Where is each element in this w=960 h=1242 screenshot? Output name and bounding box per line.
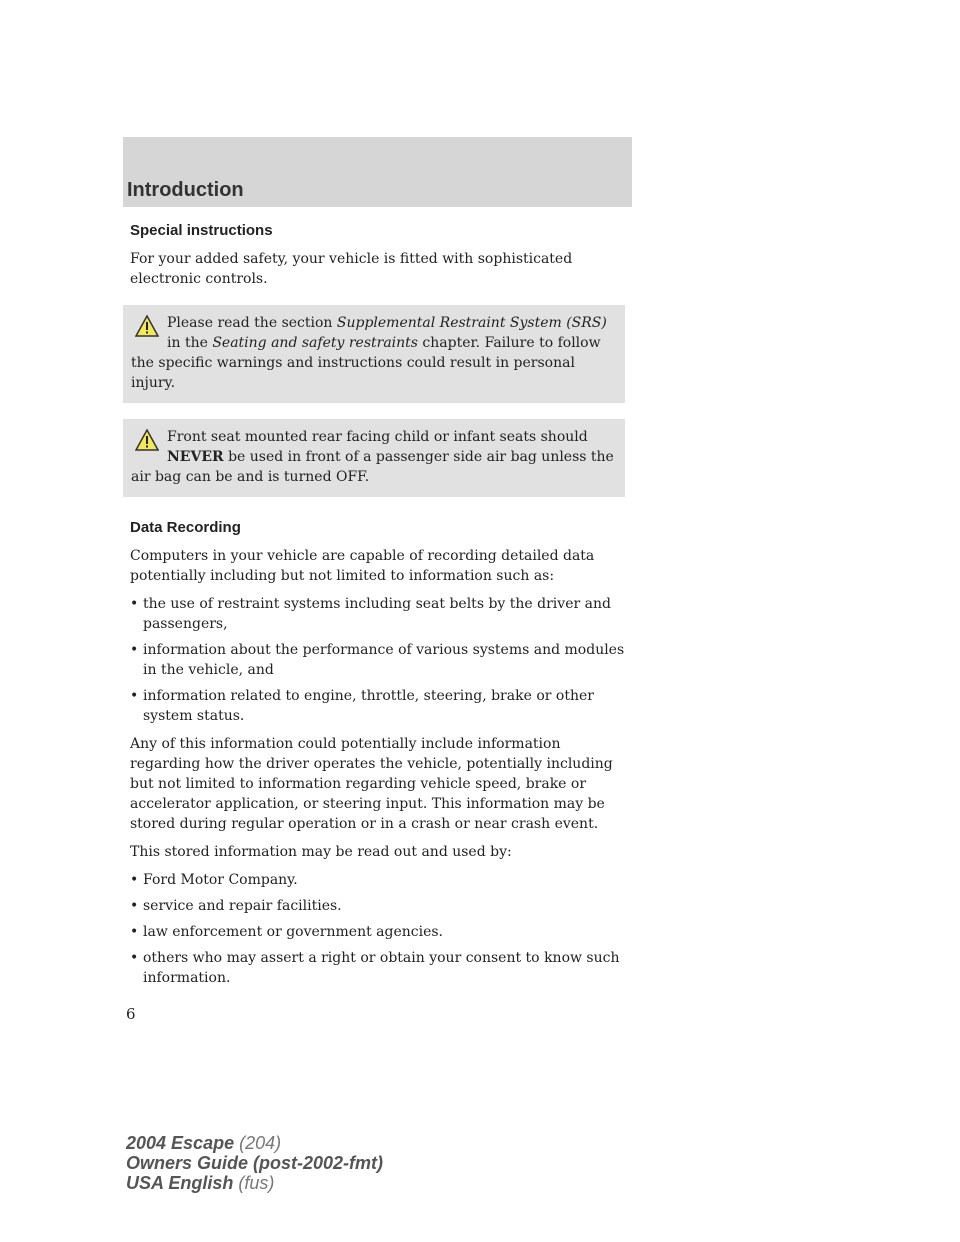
document-footer	[126, 1133, 383, 1193]
data-recording-usage-intro: This stored information may be read out and used by:	[130, 844, 512, 860]
warning1-line3: the specific warnings and instructions could result in personal injury.	[131, 355, 575, 391]
footer-line-model: 2004 Escape (204)	[126, 1133, 282, 1153]
data-recording-paragraph: Any of this information could potentially include information regarding how the driver operates the vehicle, potentially including but not limited to information regarding vehicle speed, brake or accelerator application, or steering input. This information may be stored during regular operation or in a crash or near crash event.	[130, 736, 613, 832]
warning-box-child-seat	[123, 419, 625, 497]
list-item: • law enforcement or government agencies.	[130, 922, 630, 942]
list-item: • information about the performance of various systems and modules in the vehicle, and	[130, 640, 630, 680]
warning1-line1: Please read the section Supplemental Restraint System (SRS)	[167, 315, 607, 331]
list-item: • service and repair facilities.	[130, 896, 630, 916]
data-recording-intro: Computers in your vehicle are capable of recording detailed data potentially including but not limited to information such as:	[130, 548, 595, 584]
main-content	[130, 222, 630, 996]
list-item: • Ford Motor Company.	[130, 870, 630, 890]
warning-box-srs	[123, 305, 625, 403]
warning-triangle-icon	[135, 315, 159, 337]
section-heading-special-instructions: Special instructions	[130, 222, 273, 239]
data-recording-list	[130, 594, 630, 726]
page-title: Introduction	[127, 179, 244, 201]
special-instructions-intro: For your added safety, your vehicle is fitted with sophisticated electronic controls.	[130, 251, 573, 287]
warning-triangle-icon	[135, 429, 159, 451]
warning2-line1: Front seat mounted rear facing child or infant seats should	[167, 429, 588, 445]
section-heading-data-recording: Data Recording	[130, 519, 241, 536]
warning2-line3: air bag can be and is turned OFF.	[131, 469, 370, 485]
list-item: • information related to engine, throttle, steering, brake or other system status.	[130, 686, 630, 726]
warning2-line2: NEVER be used in front of a passenger side air bag unless the	[167, 449, 614, 465]
footer-line-guide: Owners Guide (post-2002-fmt)	[126, 1153, 384, 1173]
data-usage-list	[130, 870, 630, 988]
list-item: • the use of restraint systems including seat belts by the driver and passengers,	[130, 594, 630, 634]
list-item: • others who may assert a right or obtain your consent to know such information.	[130, 948, 630, 988]
footer-line-language: USA English (fus)	[126, 1173, 275, 1193]
warning1-line2: in the Seating and safety restraints chapter. Failure to follow	[167, 335, 601, 351]
page-number: 6	[126, 1005, 136, 1023]
